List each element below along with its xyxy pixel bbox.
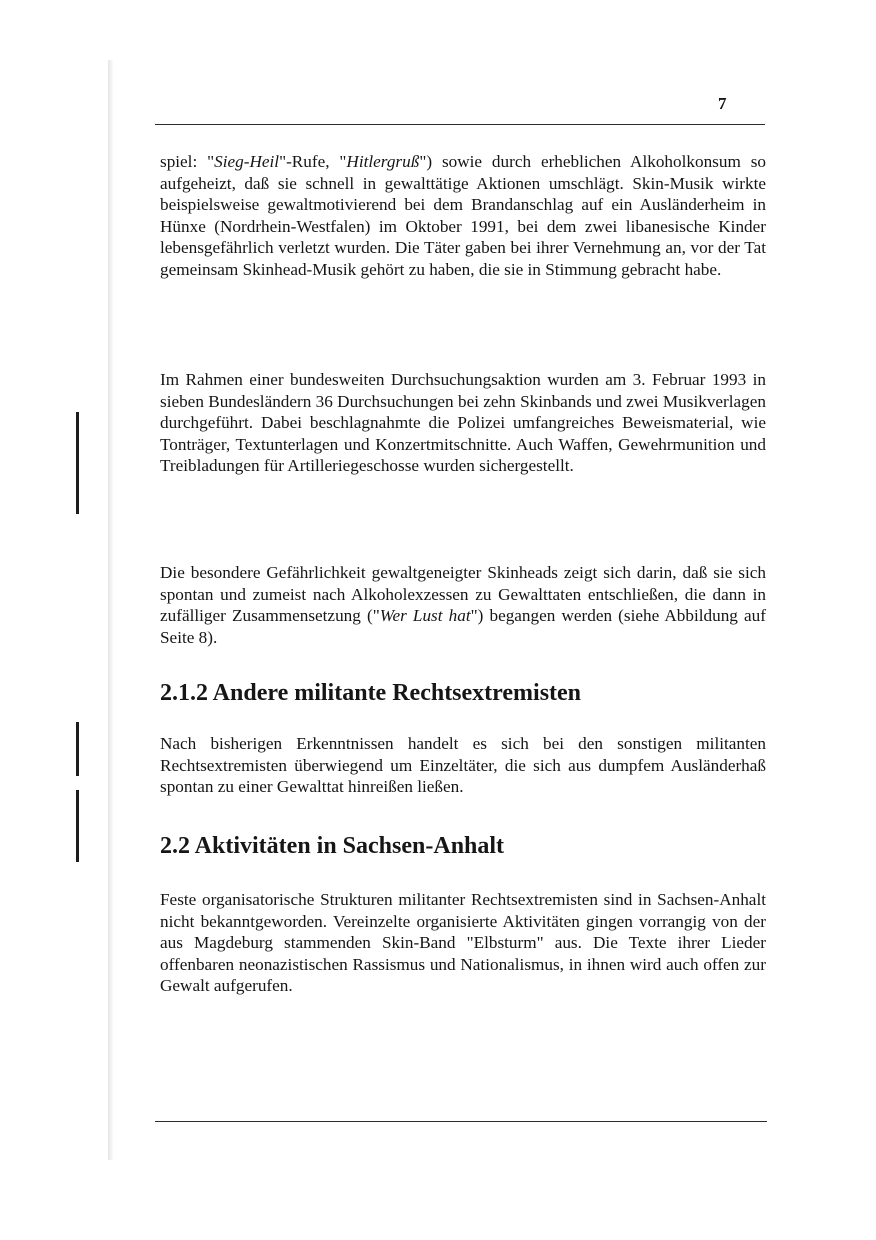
header-rule	[155, 124, 765, 125]
paragraph-skin-music: spiel: "Sieg-Heil"-Rufe, "Hitlergruß") sowie durch erheblichen Alkoholkonsum so aufgeheizt, daß sie schnell in gewalttätige Aktionen umschlägt. Skin-Musik wirkte beispielsweise gewaltmotivierend bei dem Brandanschlag auf ein Ausländerheim in Hünxe (Nordrhein-Westfalen) im Oktober 1991, bei dem zwei libanesische Kinder lebensgefährlich verletzt wurden. Die Täter gaben bei ihrer Vernehmung an, vor der Tat gemeinsam Skinhead-Musik gehört zu haben, die sie in Stimmung gebracht habe.	[160, 152, 766, 279]
quote-hitlergruss: Hitlergruß	[346, 152, 420, 171]
footer-rule	[155, 1121, 767, 1122]
margin-change-bar	[76, 412, 79, 514]
section-heading-2-2: 2.2 Aktivitäten in Sachsen-Anhalt	[160, 833, 505, 859]
page-number: 7	[718, 94, 727, 113]
quote-sieg-heil: Sieg-Heil	[214, 152, 280, 171]
margin-change-bar	[76, 790, 79, 862]
paragraph-danger: Die besondere Gefährlichkeit gewaltgeneigter Skinheads zeigt sich darin, daß sie sich spontan und zumeist nach Alkoholexzessen zu Gewalttaten entschließen, die dann in zufälliger Zusammensetzung ("Wer Lust hat") begangen werden (siehe Abbildung auf Seite 8).	[160, 563, 766, 647]
paragraph-search-action: Im Rahmen einer bundesweiten Durchsuchungsaktion wurden am 3. Februar 1993 in sieben Bundesländern 36 Durchsuchungen bei zehn Skinbands und zwei Musikverlagen durchgeführt. Dabei beschlagnahmte die Polizei umfangreiches Beweismaterial, wie Tonträger, Textunterlagen und Konzertmitschnitte. Auch Waffen, Gewehrmunition und Treibladungen für Artilleriegeschosse wurden sichergestellt.	[160, 370, 766, 476]
margin-change-bar	[76, 722, 79, 776]
section-heading-2-1-2: 2.1.2 Andere militante Rechtsextremisten	[160, 680, 582, 706]
quote-wer-lust-hat: Wer Lust hat	[379, 606, 471, 626]
paragraph-other-militants: Nach bisherigen Erkenntnissen handelt es sich bei den sonstigen militanten Rechtsextremisten überwiegend um Einzeltäter, die sich aus dumpfem Ausländerhaß spontan zu einer Gewalttat hinreißen ließen.	[160, 734, 766, 797]
scan-shadow-edge	[108, 60, 114, 1160]
paragraph-sachsen-anhalt: Feste organisatorische Strukturen militanter Rechtsextremisten sind in Sachsen-Anhalt nicht bekanntgeworden. Vereinzelte organisierte Aktivitäten gingen vorrangig von der aus Magdeburg stammenden Skin-Band "Elbsturm" aus. Die Texte ihrer Lieder offenbaren neonazistischen Rassismus und Nationalismus, in ihnen wird auch offen zur Gewalt aufgerufen.	[160, 890, 766, 996]
